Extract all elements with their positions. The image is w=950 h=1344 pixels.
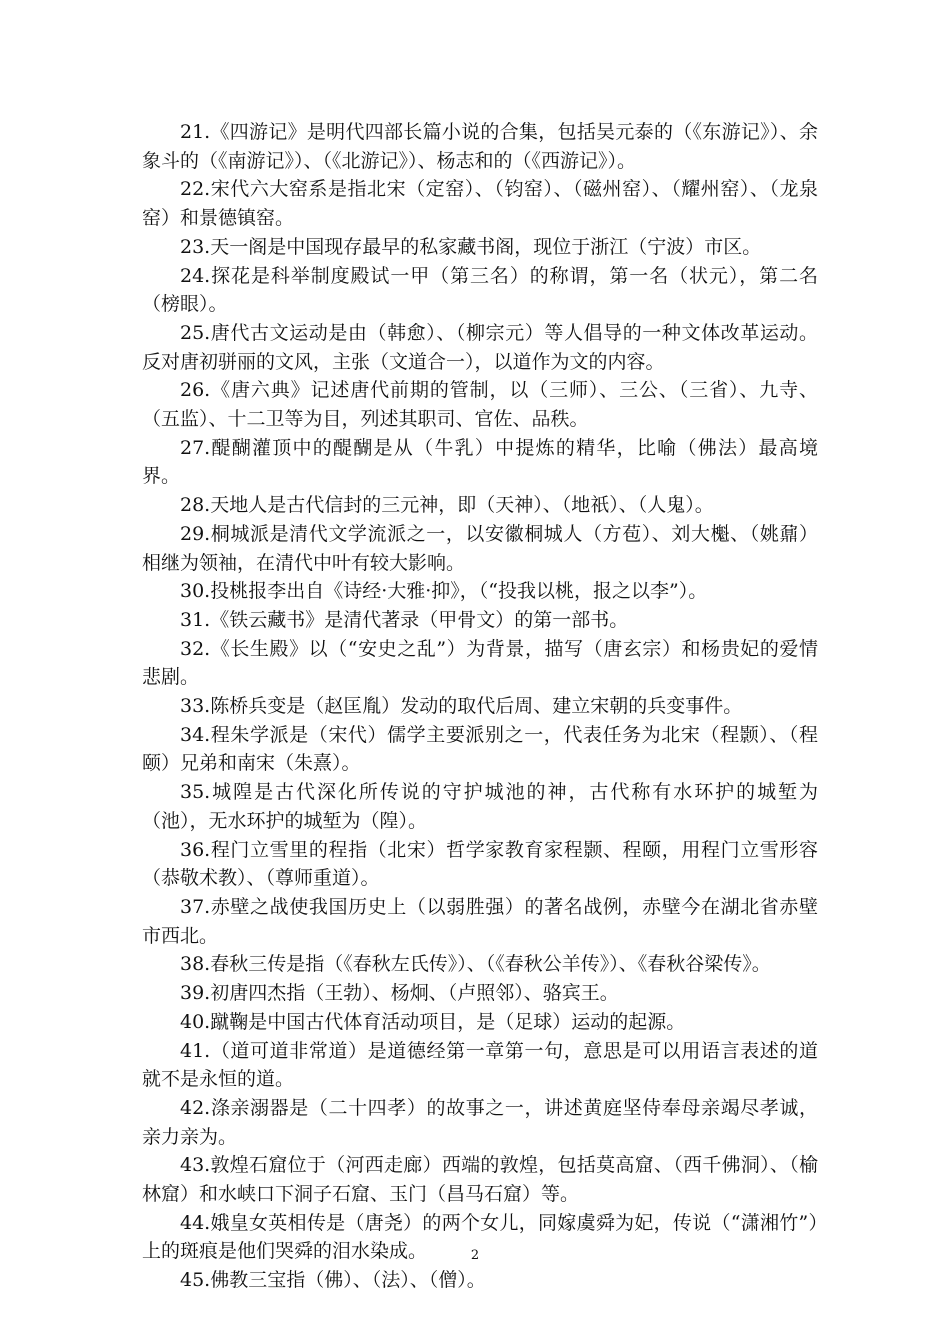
paragraph-38: 38.春秋三传是指（《春秋左氏传》）、（《春秋公羊传》）、《春秋谷梁传》。 — [180, 953, 771, 976]
paragraph-27: 27.醍醐灌顶中的醍醐是从（牛乳）中提炼的精华，比喻（佛法）最高境界。 — [142, 436, 818, 488]
paragraph-31: 31.《铁云藏书》是清代著录（甲骨文）的第一部书。 — [180, 608, 629, 631]
paragraph-21: 21.《四游记》是明代四部长篇小说的合集，包括吴元泰的（《东游记》）、余象斗的（《南游记》）、（《北游记》）、杨志和的（《西游记》）。 — [142, 121, 818, 172]
paragraph-39: 39.初唐四杰指（王勃）、杨炯、（卢照邻）、骆宾王。 — [180, 982, 619, 1005]
paragraph-45: 45.佛教三宝指（佛）、（法）、（僧）。 — [180, 1269, 486, 1292]
paragraph-29: 29.桐城派是清代文学流派之一，以安徽桐城人（方苞）、刘大櫆、（姚鼐）相继为领袖，在清代中叶有较大影响。 — [142, 522, 818, 574]
paragraph-43: 43.敦煌石窟位于（河西走廊）西端的敦煌，包括莫高窟、（西千佛洞）、（榆林窟）和水峡口下洞子石窟、玉门（昌马石窟）等。 — [142, 1154, 818, 1206]
page-number: 2 — [470, 1248, 480, 1263]
paragraph-41: 41.（道可道非常道）是道德经第一章第一句，意思是可以用语言表述的道就不是永恒的道。 — [142, 1039, 818, 1091]
paragraph-36: 36.程门立雪里的程指（北宋）哲学家教育家程颢、程颐，用程门立雪形容（恭敬术教）、（尊师重道）。 — [142, 838, 818, 890]
document-body — [142, 118, 818, 1295]
paragraph-32: 32.《长生殿》以（“安史之乱”）为背景，描写（唐玄宗）和杨贵妃的爱情悲剧。 — [142, 637, 818, 689]
paragraph-35: 35.城隍是古代深化所传说的守护城池的神，古代称有水环护的城堑为（池），无水环护的城堑为（隍）。 — [142, 781, 818, 832]
paragraph-33: 33.陈桥兵变是（赵匡胤）发动的取代后周、建立宋朝的兵变事件。 — [180, 695, 743, 718]
paragraph-28: 28.天地人是古代信封的三元神，即（天神）、（地祇）、（人鬼）。 — [180, 494, 714, 517]
paragraph-40: 40.蹴鞠是中国古代体育活动项目，是（足球）运动的起源。 — [180, 1010, 686, 1033]
paragraph-34: 34.程朱学派是（宋代）儒学主要派别之一，代表任务为北宋（程颢）、（程颐）兄弟和南宋（朱熹）。 — [142, 723, 818, 775]
paragraph-44: 44.娥皇女英相传是（唐尧）的两个女儿，同嫁虞舜为妃，传说（“潇湘竹”）上的斑痕是他们哭舜的泪水染成。 — [142, 1211, 818, 1263]
paragraph-23: 23.天一阁是中国现存最早的私家藏书阁，现位于浙江（宁波）市区。 — [180, 235, 762, 258]
paragraph-24: 24.探花是科举制度殿试一甲（第三名）的称谓，第一名（状元），第二名（榜眼）。 — [142, 264, 818, 316]
paragraph-30: 30.投桃报李出自《诗经·大雅·抑》，（“投我以桃，报之以李”）。 — [180, 580, 708, 603]
paragraph-22: 22.宋代六大窑系是指北宋（定窑）、（钧窑）、（磁州窑）、（耀州窑）、（龙泉窑）和景德镇窑。 — [142, 178, 818, 230]
paragraph-25: 25.唐代古文运动是由（韩愈）、（柳宗元）等人倡导的一种文体改革运动。反对唐初骈丽的文风，主张（文道合一），以道作为文的内容。 — [142, 321, 818, 373]
paragraph-42: 42.涤亲溺器是（二十四孝）的故事之一，讲述黄庭坚侍奉母亲竭尽孝诚，亲力亲为。 — [142, 1096, 818, 1148]
paragraph-37: 37.赤壁之战使我国历史上（以弱胜强）的著名战例，赤壁今在湖北省赤壁市西北。 — [142, 895, 818, 947]
paragraph-26: 26.《唐六典》记述唐代前期的管制，以（三师）、三公、（三省）、九寺、（五监）、十二卫等为目，列述其职司、官佐、品秩。 — [142, 379, 818, 431]
